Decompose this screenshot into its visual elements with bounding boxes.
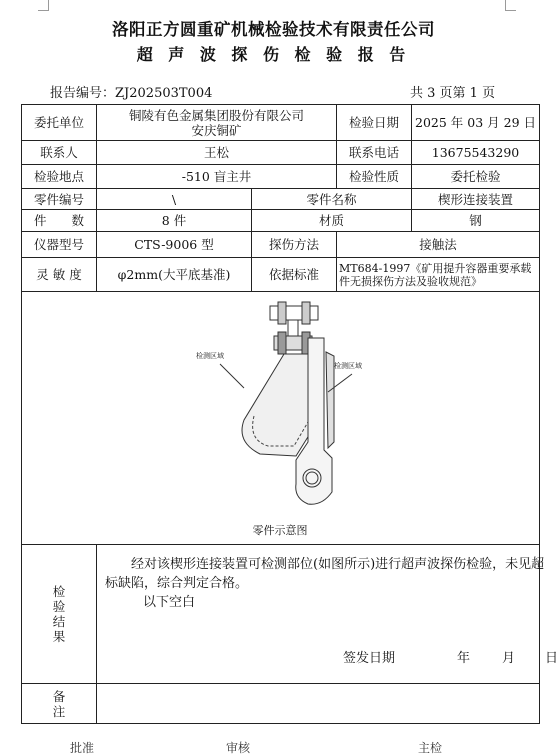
client-label: 委托单位 — [22, 105, 97, 141]
blank-below-note: 以下空白 — [143, 595, 196, 610]
diagram-strap-side — [326, 352, 334, 448]
nature-label: 检验性质 — [337, 165, 412, 189]
conclusion-label-char: 检 — [52, 584, 66, 599]
sensitivity-value: φ2mm(大平底基准) — [97, 258, 252, 292]
instrument-value: CTS-9006 型 — [97, 232, 252, 258]
sign-date-year: 年 — [457, 651, 471, 666]
table-row — [22, 232, 540, 258]
sign-date-day: 日 — [545, 651, 558, 666]
contact-value: 王松 — [97, 141, 337, 165]
conclusion-label-char: 结 — [52, 614, 66, 629]
phone-label: 联系电话 — [337, 141, 412, 165]
diagram-caption: 零件示意图 — [252, 524, 308, 537]
diagram-mid-nut-left — [278, 332, 286, 354]
quantity-value: 8 件 — [97, 210, 252, 232]
material-label: 材质 — [252, 210, 412, 232]
standard-value: MT684-1997《矿用提升容器重要承载件无损探伤方法及验收规范》 — [337, 258, 540, 292]
inspect-date-label: 检验日期 — [337, 105, 412, 141]
page-count: 共 3 页第 1 页 — [410, 86, 496, 101]
quantity-label: 件 数 — [22, 210, 97, 232]
material-value: 钢 — [412, 210, 540, 232]
sign-date-label: 签发日期 — [343, 651, 396, 666]
remark-label — [22, 684, 97, 724]
location-label: 检验地点 — [22, 165, 97, 189]
diagram-label-right: 检测区域 — [334, 362, 362, 370]
remark-value — [97, 684, 540, 724]
diagram-cell — [22, 292, 540, 545]
diagram-leader-left — [220, 364, 244, 388]
phone-value: 13675543290 — [412, 141, 540, 165]
nature-value: 委托检验 — [412, 165, 540, 189]
instrument-label: 仪器型号 — [22, 232, 97, 258]
location-value: -510 盲主井 — [97, 165, 337, 189]
corner-mark-right — [505, 0, 516, 11]
client-line1: 铜陵有色金属集团股份有限公司 — [129, 107, 305, 123]
diagram-wedge — [242, 354, 316, 456]
table-row — [22, 292, 540, 545]
diagram-top-bolt-right — [302, 302, 310, 324]
diagram-label-left: 检测区域 — [196, 352, 224, 360]
report-title: 超 声 波 探 伤 检 验 报 告 — [136, 45, 411, 64]
diagram-top-bolt-left — [278, 302, 286, 324]
part-no-label: 零件编号 — [22, 189, 97, 210]
inspect-date-value: 2025 年 03 月 29 日 — [412, 105, 540, 141]
standard-label: 依据标准 — [252, 258, 337, 292]
table-row — [22, 141, 540, 165]
conclusion-label-char: 果 — [52, 629, 66, 644]
conclusion-label-char: 验 — [52, 599, 66, 614]
footer-signatures: 批准 审核 主检 — [70, 741, 443, 755]
report-number — [50, 82, 212, 101]
conclusion-label — [22, 545, 97, 684]
table-row — [22, 165, 540, 189]
conclusion-cell — [97, 545, 558, 684]
table-row — [22, 105, 540, 141]
remark-label-char: 注 — [52, 703, 66, 719]
table-row — [22, 684, 540, 724]
part-diagram — [22, 292, 538, 544]
client-value — [97, 105, 337, 141]
part-name-label: 零件名称 — [252, 189, 412, 210]
client-line2: 安庆铜矿 — [191, 122, 242, 138]
table-row — [22, 210, 540, 232]
contact-label: 联系人 — [22, 141, 97, 165]
company-name: 洛阳正方圆重矿机械检验技术有限责任公司 — [112, 20, 435, 39]
sign-date-month: 月 — [502, 651, 516, 666]
method-label: 探伤方法 — [252, 232, 337, 258]
table-row — [22, 189, 540, 210]
remark-label-char: 备 — [52, 688, 66, 704]
report-number-value: ZJ202503T004 — [115, 86, 213, 101]
corner-mark-left — [38, 0, 49, 11]
table-row — [22, 545, 540, 684]
conclusion-text: 经对该楔形连接装置可检测部位(如图所示)进行超声波探伤检验，未见超标缺陷，综合判定合格。 — [105, 557, 545, 591]
method-value: 接触法 — [337, 232, 540, 258]
sensitivity-label: 灵 敏 度 — [22, 258, 97, 292]
part-name-value: 楔形连接装置 — [412, 189, 540, 210]
part-no-value: \ — [97, 189, 252, 210]
report-table — [21, 104, 558, 724]
diagram-top-plate — [270, 306, 318, 320]
report-number-label: 报告编号： — [50, 86, 116, 101]
table-row — [22, 258, 540, 292]
